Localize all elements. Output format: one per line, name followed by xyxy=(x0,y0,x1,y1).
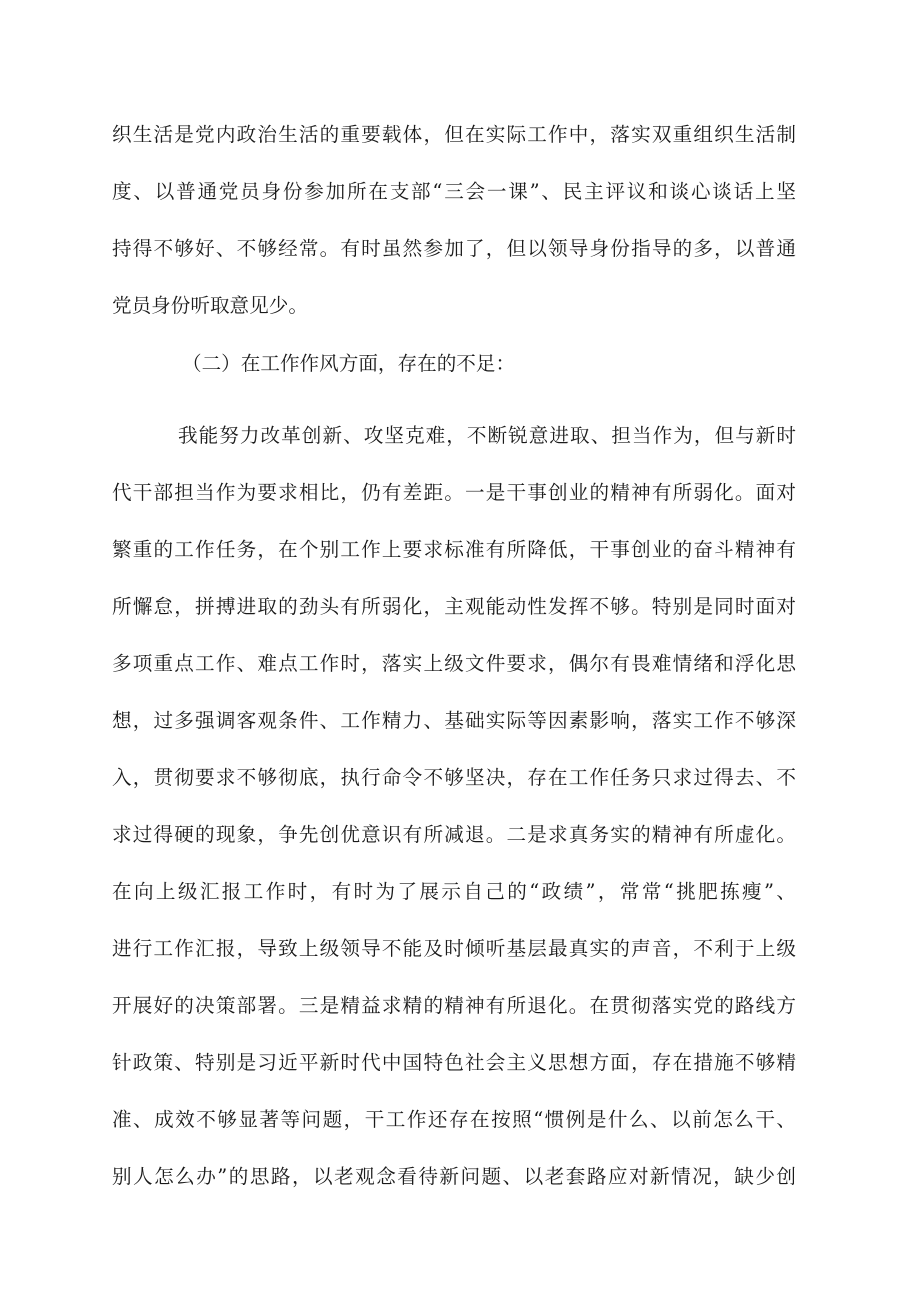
text-line: 求过得硬的现象，争先创优意识有所减退。二是求真务实的精神有所虚化。 xyxy=(112,823,796,846)
text-line: 在向上级汇报工作时，有时为了展示自己的“政绩”，常常“挑肥拣瘦”、 xyxy=(112,880,796,903)
paragraph-organizational-life xyxy=(112,121,796,320)
text-line: 进行工作汇报，导致上级领导不能及时倾听基层最真实的声音，不利于上级 xyxy=(112,937,796,960)
text-line: 度、以普通党员身份参加所在支部“三会一课”、民主评议和谈心谈话上坚 xyxy=(112,180,796,203)
text-line: 多项重点工作、难点工作时，落实上级文件要求，偶尔有畏难情绪和浮化思 xyxy=(112,652,796,675)
text-line: 开展好的决策部署。三是精益求精的精神有所退化。在贯彻落实党的路线方 xyxy=(112,994,796,1017)
text-line: 所懈怠，拼搏进取的劲头有所弱化，主观能动性发挥不够。特别是同时面对 xyxy=(112,595,796,618)
text-line: 织生活是党内政治生活的重要载体，但在实际工作中，落实双重组织生活制 xyxy=(112,123,796,146)
text-line: 代干部担当作为要求相比，仍有差距。一是干事创业的精神有所弱化。面对 xyxy=(112,481,796,504)
text-line: 党员身份听取意见少。 xyxy=(112,294,308,317)
text-line: 我能努力改革创新、攻坚克难，不断锐意进取、担当作为，但与新时 xyxy=(178,424,796,447)
text-line: 想，过多强调客观条件、工作精力、基础实际等因素影响，落实工作不够深 xyxy=(112,709,796,732)
text-line: 持得不够好、不够经常。有时虽然参加了，但以领导身份指导的多，以普通 xyxy=(112,237,796,260)
text-line: 准、成效不够显著等问题，干工作还存在按照“惯例是什么、以前怎么干、 xyxy=(112,1108,796,1131)
section-heading: （二）在工作作风方面，存在的不足： xyxy=(182,352,516,375)
text-line: 别人怎么办”的思路，以老观念看待新问题、以老套路应对新情况，缺少创 xyxy=(112,1165,796,1188)
text-line: 针政策、特别是习近平新时代中国特色社会主义思想方面，存在措施不够精 xyxy=(112,1051,796,1074)
text-line: 入，贯彻要求不够彻底，执行命令不够坚决，存在工作任务只求过得去、不 xyxy=(112,766,796,789)
paragraph-work-style xyxy=(112,422,796,1191)
text-line: 繁重的工作任务，在个别工作上要求标准有所降低，干事创业的奋斗精神有 xyxy=(112,538,796,561)
